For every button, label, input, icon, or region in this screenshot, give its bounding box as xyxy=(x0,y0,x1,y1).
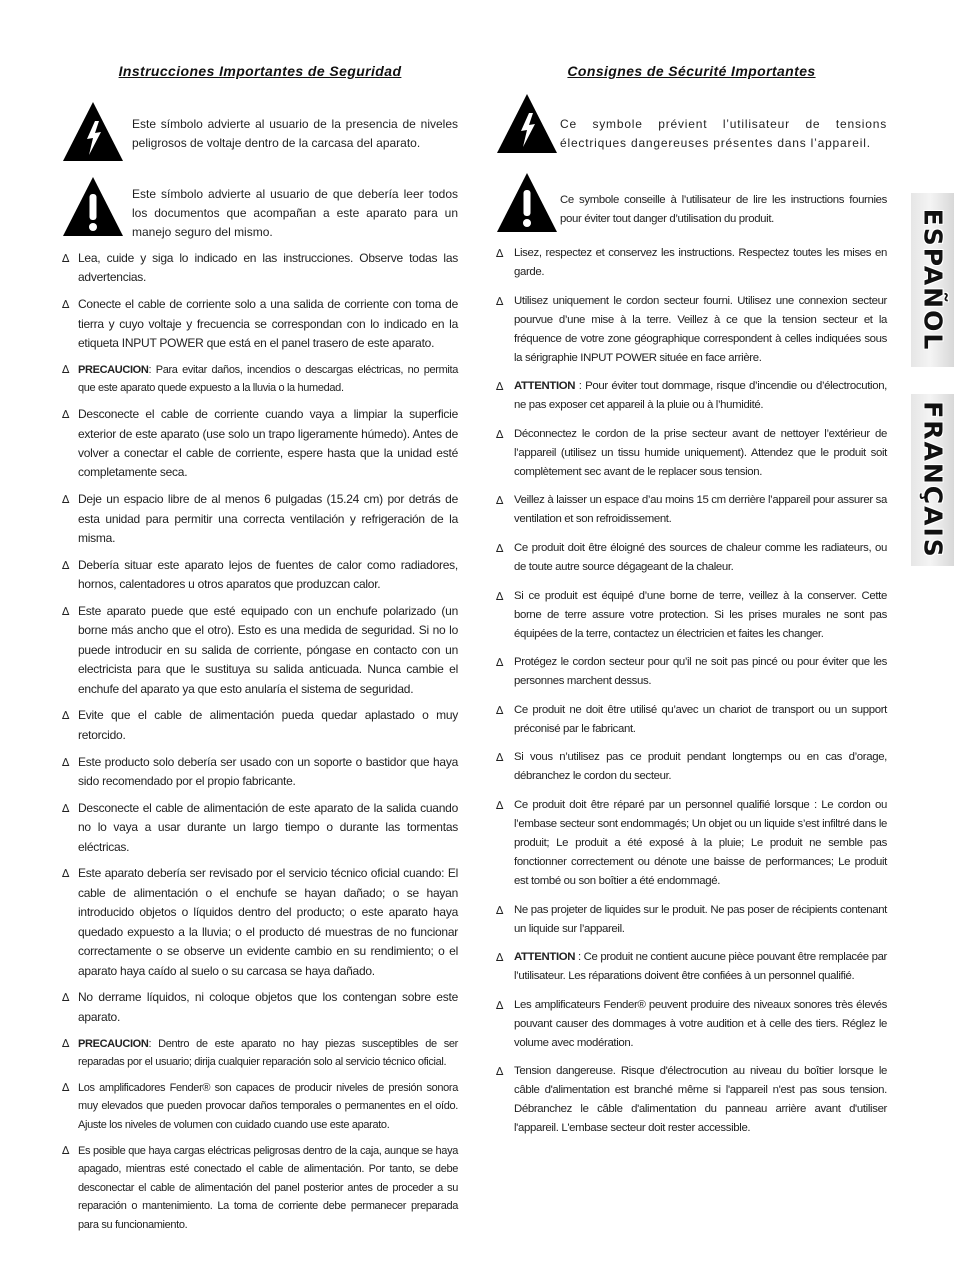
bullet-mark: ∆ xyxy=(496,541,504,555)
bullet-mark: ∆ xyxy=(496,294,504,308)
list-item xyxy=(62,602,458,699)
item-text: Este aparato debería ser revisado por el servicio técnico oficial cuando: El cable de alimentación o el enchufe se hayan dañado; o se hayan introducido objetos o líquidos dentro del producto; o este aparato haya quedado expuesto a la lluvia; o el producto dé muestras de no funcionar correctamente o se observe un evidente cambio en su rendimiento; o el aparato haya caído al suelo o su carcasa se haya dañado. xyxy=(78,866,458,978)
bullet-mark: ∆ xyxy=(496,1065,504,1079)
list-item xyxy=(496,748,887,786)
item-text: Protégez le cordon secteur pour qu’il ne soit pas pincé ou pour éviter que les personnes marchent dessus. xyxy=(514,656,887,688)
bullet-mark: ∆ xyxy=(62,408,70,422)
item-text: Si vous n’utilisez pas ce produit pendant longtemps ou en cas d’orage, débranchez le cordon du secteur. xyxy=(514,751,887,783)
list-item xyxy=(496,701,887,739)
list-item xyxy=(496,539,887,577)
bullet-mark: ∆ xyxy=(496,380,504,394)
list-item xyxy=(62,988,458,1027)
exclamation-warning-icon xyxy=(62,176,124,238)
list-item xyxy=(62,249,458,288)
bullet-mark: ∆ xyxy=(62,493,70,507)
bullet-mark: ∆ xyxy=(62,605,70,619)
symbol-read-text: Ce symbole conseille à l’utilisateur de lire les instructions fournies pour éviter tout danger d’utilisation du produit. xyxy=(560,194,887,225)
list-item xyxy=(496,996,887,1053)
bullet-mark: ∆ xyxy=(496,656,504,670)
bullet-mark: ∆ xyxy=(496,903,504,917)
list-item xyxy=(62,753,458,792)
list-item xyxy=(496,948,887,986)
item-text: Déconnectez le cordon de la prise secteur avant de nettoyer l’extérieur de l’appareil (utilisez un tissu humide uniquement). Attendez que le produit soit complètement sec avant de le replacer sous tension. xyxy=(514,427,887,478)
bullet-mark: ∆ xyxy=(496,998,504,1012)
list-item xyxy=(62,1079,458,1135)
spanish-title: Instrucciones Importantes de Seguridad xyxy=(118,63,402,79)
bullet-mark: ∆ xyxy=(62,1080,70,1094)
bullet-mark: ∆ xyxy=(496,798,504,812)
list-item xyxy=(496,653,887,691)
spanish-safety-list xyxy=(62,249,458,1242)
item-emphasis: ATTENTION xyxy=(514,951,576,964)
symbol-read-text: Este símbolo advierte al usuario de que debería leer todos los documentos que acompañan a este aparato para un manejo seguro del mismo. xyxy=(132,187,458,239)
item-text: : Pour éviter tout dommage, risque d’incendie ou d’électrocution, ne pas exposer cet appareil à la pluie ou à l’humidité. xyxy=(514,380,887,412)
bullet-mark: ∆ xyxy=(62,867,70,881)
bullet-mark: ∆ xyxy=(62,1143,70,1157)
list-item xyxy=(496,377,887,415)
item-text: : Dentro de este aparato no hay piezas susceptibles de ser reparadas por el usuario; dirija cualquier reparación solo al servicio técnico oficial. xyxy=(78,1037,458,1068)
list-item xyxy=(62,864,458,980)
tab-francais-label: FRANÇAIS xyxy=(918,401,947,559)
bullet-mark: ∆ xyxy=(496,247,504,260)
lightning-warning-icon xyxy=(496,93,558,155)
bullet-mark: ∆ xyxy=(496,951,504,965)
item-text: Desconecte el cable de alimentación de este aparato de la salida cuando no lo vaya a usar durante un largo tiempo o durante las tormentas eléctricas. xyxy=(78,800,458,854)
bullet-mark: ∆ xyxy=(62,558,70,572)
item-text: Veillez à laisser un espace d’au moins 15 cm derrière l’appareil pour assurer sa ventilation et son refroidissement. xyxy=(514,494,887,526)
french-title: Consignes de Sécurité Importantes xyxy=(567,63,816,79)
list-item xyxy=(62,1035,458,1072)
list-item xyxy=(62,706,458,745)
tab-espanol-label: ESPAÑOL xyxy=(918,208,947,352)
bullet-mark: ∆ xyxy=(496,751,504,765)
list-item xyxy=(62,295,458,353)
bullet-mark: ∆ xyxy=(496,427,504,441)
list-item xyxy=(496,587,887,644)
item-emphasis: PRECAUCION xyxy=(78,363,149,376)
list-item xyxy=(62,799,458,857)
lightning-warning-icon xyxy=(62,101,124,163)
item-text: Si ce produit est équipé d’une borne de terre, veillez à la conserver. Cette borne de terre assure votre protection. Si les prises murales ne sont pas équipées de la terre, contactez un électricien et faites les changer. xyxy=(514,589,887,640)
bullet-mark: ∆ xyxy=(496,703,504,717)
item-text: Es posible que haya cargas eléctricas peligrosas dentro de la caja, aunque se haya apagado, mientras esté conectado el cable de alimentación. Por tanto, se debe desconectar el cable de alimentación del panel posterior antes de proceder a su reparación o mantenimiento. La toma de corriente debe permanecer preparada para su funcionamiento. xyxy=(78,1144,458,1231)
bullet-mark: ∆ xyxy=(62,801,70,815)
list-item xyxy=(496,244,887,282)
list-item xyxy=(496,425,887,482)
bullet-mark: ∆ xyxy=(496,494,504,508)
bullet-mark: ∆ xyxy=(62,709,70,723)
list-item xyxy=(62,405,458,483)
bullet-mark: ∆ xyxy=(62,298,70,312)
bullet-mark: ∆ xyxy=(62,755,70,769)
item-text: Desconecte el cable de corriente cuando vaya a limpiar la superficie exterior de este aparato (use solo un trapo ligeramente húmedo). Antes de volver a conectar el cable de corriente, espere hasta que la unidad esté completamente seca. xyxy=(78,407,458,480)
tab-francais[interactable] xyxy=(911,394,954,566)
bullet-mark: ∆ xyxy=(62,362,70,376)
list-item xyxy=(496,292,887,368)
list-item xyxy=(496,901,887,939)
item-text: Conecte el cable de corriente solo a una salida de corriente con toma de tierra y cuyo voltaje y frecuencia se correspondan con lo indicado en la etiqueta INPUT POWER que está en el panel trasero de este aparato. xyxy=(78,297,458,351)
item-text: Evite que el cable de alimentación pueda quedar aplastado o muy retorcido. xyxy=(78,708,458,742)
item-text: Ce produit doit être éloigné des sources de chaleur comme les radiateurs, ou de toute autre source dégageant de la chaleur. xyxy=(514,541,887,573)
symbol-voltage-text: Este símbolo advierte al usuario de la presencia de niveles peligrosos de voltaje dentro de la carcasa del aparato. xyxy=(132,117,458,150)
item-text: Debería situar este aparato lejos de fuentes de calor como radiadores, hornos, calentadores u otros aparatos que produzcan calor. xyxy=(78,557,458,592)
item-text: Tension dangereuse. Risque d'électrocution au niveau du boîtier lorsque le câble d'alimentation est branché même si l'appareil n'est pas sous tension. Débranchez le câble d'alimentation du panneau arrière avant d'utiliser l'appareil. L'embase secteur doit rester accessible. xyxy=(514,1065,887,1135)
item-text: Utilisez uniquement le cordon secteur fourni. Utilisez une connexion secteur pourvue d’une mise à la terre. Veillez à ce que la tension secteur et la fréquence de votre zone géographique correspondent à celles indiquées sous la sérigraphie INPUT POWER située en face arrière. xyxy=(514,294,887,364)
item-text: : Para evitar daños, incendios o descargas eléctricas, no permita que este aparato quede expuesto a la lluvia o la humedad. xyxy=(78,363,458,395)
item-emphasis: ATTENTION xyxy=(514,380,576,393)
bullet-mark: ∆ xyxy=(496,589,504,603)
list-item xyxy=(62,556,458,595)
item-text: Lisez, respectez et conservez les instructions. Respectez toutes les mises en garde. xyxy=(514,247,887,278)
list-item xyxy=(62,1142,458,1235)
bullet-mark: ∆ xyxy=(62,1036,70,1050)
item-text: No derrame líquidos, ni coloque objetos que los contengan sobre este aparato. xyxy=(78,990,458,1024)
item-text: Este producto solo debería ser usado con un soporte o bastidor que haya sido recomendado por el propio fabricante. xyxy=(78,754,458,789)
item-text: Ne pas projeter de liquides sur le produit. Ne pas poser de récipients contenant un liquide sur l’appareil. xyxy=(514,903,887,935)
item-text: Les amplificateurs Fender® peuvent produire des niveaux sonores très élevés pouvant causer des dommages à votre audition et à celle des tiers. Réglez le volume avec modération. xyxy=(514,998,887,1049)
list-item xyxy=(62,361,458,398)
list-item xyxy=(496,491,887,529)
item-text: Los amplificadores Fender® son capaces de producir niveles de presión sonora muy elevados que pueden provocar daños temporales o permanentes en el oído. Ajuste los niveles de volumen con cuidado cuando use este aparato. xyxy=(78,1081,458,1131)
list-item xyxy=(496,796,887,891)
item-emphasis: PRECAUCION xyxy=(78,1037,149,1050)
item-text: Deje un espacio libre de al menos 6 pulgadas (15.24 cm) por detrás de esta unidad para permitir una correcta ventilación y refrigeración de la misma. xyxy=(78,492,458,546)
list-item xyxy=(496,1062,887,1138)
tab-espanol[interactable] xyxy=(911,193,954,367)
bullet-mark: ∆ xyxy=(62,991,70,1005)
item-text: Ce produit doit être réparé par un personnel qualifié lorsque : Le cordon ou l’embase secteur sont endommagés; Un objet ou un liquide s’est infiltré dans le produit; Le produit a été exposé à la pluie; Le produit ne semble pas fonctionner correctement ou dénote une baisse de performances; Le produit est tombé ou son boîtier a été endommagé. xyxy=(514,798,887,887)
item-text: Este aparato puede que esté equipado con un enchufe polarizado (un borne más ancho que el otro). Esto es una medida de seguridad. Si no lo puede introducir en su salida de corriente, póngase en contacto con un electricista para que le sustituya su salida anticuada. Nunca cambie el enchufe del aparato ya que esto anularía el sistema de seguridad. xyxy=(78,604,458,696)
item-text: : Ce produit ne contient aucune pièce pouvant être remplacée par l’utilisateur. Les réparations doivent être confiées à un personnel qualifié. xyxy=(514,951,887,983)
item-text: Ce produit ne doit être utilisé qu’avec un chariot de transport ou un support préconisé par le fabricant. xyxy=(514,703,887,735)
symbol-voltage-text: Ce symbole prévient l’utilisateur de tensions électriques dangereuses présentes dans l’appareil. xyxy=(560,117,887,150)
exclamation-warning-icon xyxy=(496,172,558,234)
french-safety-list xyxy=(496,244,887,1148)
item-text: Lea, cuide y siga lo indicado en las instrucciones. Observe todas las advertencias. xyxy=(78,251,458,285)
bullet-mark: ∆ xyxy=(62,252,70,265)
list-item xyxy=(62,490,458,548)
